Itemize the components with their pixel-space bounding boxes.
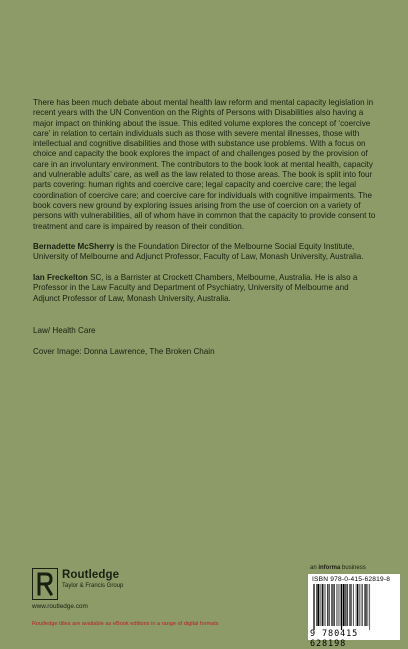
- barcode-bar: [345, 584, 346, 626]
- barcode-bar: [343, 584, 345, 626]
- editor-name: Bernadette McSherry: [33, 242, 115, 252]
- book-description: There has been much debate about mental health law reform and mental capacity legislation in recent years with the UN Convention on the Rights of Persons with Disabilities also having a major impact on thinking about the issue. This edited volume explores the concept of ‘coercive care’ in relation to certain individuals such as those with severe mental illnesses, those with intellectual and cognitive disabilities and those with substance use problems. With a focus on choice and capacity the book explores the impact of and challenges posed by the provision of care in an involuntary environment. The contributors to the book look at mental health, capacity and vulnerable adults’ care, as well as the law related to those areas. The book is split into four parts covering: human rights and coercive care; legal capacity and coercive care; the legal coordination of coercive care; and coercive care for individuals with cognitive impairments. The book covers new ground by exploring issues arising from the use of coercion on a variety of persons with vulnerabilities, all of whom have in common that the capacity to provide consent to treatment and care is impaired by reason of their condition.: [33, 98, 376, 231]
- publisher-website: www.routledge.com: [32, 603, 88, 610]
- barcode-bar: [333, 584, 334, 626]
- editor-name: Ian Freckelton: [33, 273, 88, 283]
- informa-prefix: an: [310, 565, 319, 571]
- barcode-bar: [320, 584, 321, 626]
- barcode-bar: [317, 584, 319, 626]
- informa-brand: informa: [318, 565, 341, 571]
- barcode-bar: [366, 584, 367, 626]
- barcode-bar: [368, 584, 369, 626]
- barcode-number: 9 780415 628198: [310, 629, 359, 649]
- barcode-bar: [341, 584, 342, 630]
- barcode-bar: [357, 584, 358, 626]
- barcode-bar: [316, 584, 317, 626]
- publisher-group: Taylor & Francis Group: [62, 583, 124, 589]
- barcode-bar: [351, 584, 352, 626]
- editor-bio-text: SC, is a Barrister at Crockett Chambers, Melbourne, Australia. He is also a Professor in the Law Faculty and Department of Psychiatry, University of Melbourne and Adjunct Professor of Law, Monash University, Australia.: [33, 273, 358, 303]
- routledge-r-icon: [32, 568, 58, 600]
- barcode-bar: [359, 584, 360, 626]
- barcode-bar: [329, 584, 330, 626]
- barcode-bar: [362, 584, 363, 626]
- ebook-availability-note: Routledge titles are available as eBook editions in a range of digital formats: [32, 621, 219, 627]
- routledge-logo: [32, 568, 172, 606]
- barcode-bar: [361, 584, 362, 626]
- informa-suffix: business: [340, 565, 366, 571]
- barcode-bar: [340, 584, 341, 626]
- barcode-bar: [324, 584, 325, 626]
- barcode-bar: [364, 584, 365, 626]
- barcode-bar: [322, 584, 323, 626]
- barcode-bar: [369, 584, 370, 630]
- barcode-bar: [350, 584, 351, 626]
- barcode-bar: [337, 584, 338, 626]
- barcode-bar: [313, 584, 314, 630]
- barcode-bar: [349, 584, 350, 626]
- barcode-bar: [331, 584, 332, 626]
- barcode-bar: [314, 584, 315, 630]
- cover-image-credit: Cover Image: Donna Lawrence, The Broken Chain: [33, 346, 215, 356]
- cover-text: [33, 98, 377, 367]
- editor-bio-text: is the Foundation Director of the Melbourne Social Equity Institute, University of Melbourne and Adjunct Professor, Faculty of Law, Monash University, Australia.: [33, 242, 364, 262]
- barcode-bar: [346, 584, 347, 626]
- subject-category: Law/ Health Care: [33, 325, 96, 335]
- editor-bio: [33, 242, 377, 263]
- publisher-name: Routledge: [62, 569, 120, 581]
- barcode-bar: [327, 584, 328, 626]
- barcode-bar: [332, 584, 333, 626]
- informa-business-tag: [310, 565, 366, 571]
- barcode-bar: [353, 584, 354, 626]
- barcode-bar: [325, 584, 326, 626]
- barcode-icon: [311, 584, 397, 630]
- barcode-panel: [308, 574, 400, 649]
- barcode-bar: [356, 584, 357, 626]
- editor-bio: [33, 273, 377, 304]
- barcode-bar: [338, 584, 339, 626]
- isbn-label: ISBN 978-0-415-62819-8: [312, 576, 391, 583]
